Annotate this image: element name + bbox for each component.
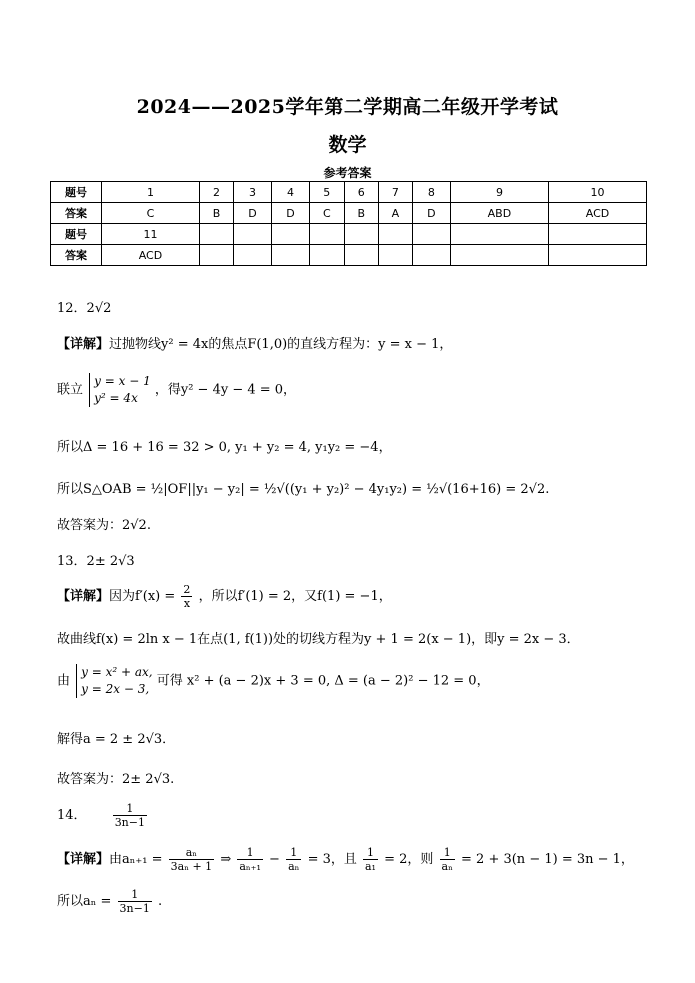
q13-text: ，所以f′(1) = 2，又f(1) = −1， bbox=[198, 589, 392, 604]
subject-title: 数学 bbox=[328, 134, 367, 156]
table-cell bbox=[309, 224, 344, 245]
q13-detail-line-3 bbox=[57, 664, 490, 698]
detail-tag: 【详解】 bbox=[57, 337, 110, 352]
q14-text: = 2 + 3(n − 1) = 3n − 1， bbox=[461, 852, 634, 867]
table-cell: 1 bbox=[102, 182, 200, 203]
table-cell bbox=[344, 224, 378, 245]
detail-tag: 【详解】 bbox=[57, 852, 110, 867]
table-cell bbox=[199, 224, 233, 245]
q13-text: 因为f′(x) = bbox=[109, 589, 176, 604]
q13-detail-line-1 bbox=[57, 583, 392, 610]
table-cell bbox=[412, 245, 450, 266]
table-cell: 7 bbox=[378, 182, 412, 203]
equation: y = 2x − 3, bbox=[81, 682, 150, 696]
q14-text: . bbox=[158, 894, 163, 909]
table-cell bbox=[549, 224, 647, 245]
table-cell bbox=[378, 245, 412, 266]
table-cell: 5 bbox=[309, 182, 344, 203]
table-cell bbox=[378, 224, 412, 245]
denominator: 3aₙ + 1 bbox=[170, 860, 213, 873]
table-cell: ACD bbox=[102, 245, 200, 266]
table-row bbox=[51, 203, 647, 224]
q14-text: = 2，则 bbox=[384, 852, 434, 867]
denominator: aₙ bbox=[441, 860, 453, 873]
fraction bbox=[363, 846, 378, 873]
table-cell: 4 bbox=[272, 182, 310, 203]
table-cell: 9 bbox=[450, 182, 548, 203]
numerator: 1 bbox=[118, 888, 152, 902]
q13-text: 由 bbox=[57, 673, 71, 689]
table-cell: C bbox=[309, 203, 344, 224]
numerator: aₙ bbox=[169, 846, 215, 860]
table-cell: 答案 bbox=[51, 203, 102, 224]
table-cell bbox=[272, 224, 310, 245]
q13-detail-line-4: 解得a = 2 ± 2√3． bbox=[57, 732, 176, 747]
numerator: 2 bbox=[183, 583, 191, 596]
numerator: 1 bbox=[440, 846, 455, 860]
q12-text: 过抛物线y² = 4x的焦点F(1,0)的直线方程为：y = x − 1， bbox=[109, 337, 453, 352]
q12-detail-line-1 bbox=[57, 333, 452, 352]
q13-detail-line-2: 故曲线f(x) = 2ln x − 1在点(1, f(1))处的切线方程为y + 1 = 2(x − 1)，即y = 2x − 3． bbox=[57, 632, 580, 647]
table-row bbox=[51, 182, 647, 203]
equation: y² = 4x bbox=[94, 391, 138, 405]
fraction bbox=[286, 846, 301, 873]
equation: y = x − 1 bbox=[94, 374, 151, 388]
question-number: 14． bbox=[57, 808, 87, 823]
table-cell: ACD bbox=[549, 203, 647, 224]
table-cell: B bbox=[344, 203, 378, 224]
fraction bbox=[237, 846, 263, 873]
fraction bbox=[113, 802, 147, 829]
answer-table bbox=[50, 181, 647, 266]
table-cell: D bbox=[272, 203, 310, 224]
table-cell: 10 bbox=[549, 182, 647, 203]
q13-detail-line-5: 故答案为：2± 2√3. bbox=[57, 772, 175, 787]
table-cell bbox=[199, 245, 233, 266]
table-cell: D bbox=[234, 203, 272, 224]
q14-text: − bbox=[269, 852, 280, 867]
denominator: x bbox=[183, 597, 191, 610]
q12-detail-line-2 bbox=[57, 373, 296, 407]
denominator: 3n−1 bbox=[119, 902, 150, 915]
fraction bbox=[169, 846, 215, 873]
answer-key-label: 参考答案 bbox=[323, 166, 372, 180]
table-cell: 8 bbox=[412, 182, 450, 203]
q14-detail-line-2 bbox=[57, 888, 162, 915]
table-cell: A bbox=[378, 203, 412, 224]
numerator: 1 bbox=[113, 802, 147, 816]
table-cell bbox=[412, 224, 450, 245]
table-cell: 2 bbox=[199, 182, 233, 203]
table-cell: 答案 bbox=[51, 245, 102, 266]
q14-answer bbox=[57, 802, 149, 829]
table-cell bbox=[234, 224, 272, 245]
table-cell bbox=[309, 245, 344, 266]
table-cell: 题号 bbox=[51, 182, 102, 203]
numerator: 1 bbox=[237, 846, 263, 860]
q12-text: 联立 bbox=[57, 382, 84, 398]
table-cell: B bbox=[199, 203, 233, 224]
fraction bbox=[118, 888, 152, 915]
table-cell: 6 bbox=[344, 182, 378, 203]
fraction bbox=[181, 583, 192, 610]
equation: y = x² + ax, bbox=[81, 665, 153, 679]
q13-text: 可得 x² + (a − 2)x + 3 = 0, Δ = (a − 2)² − 12 = 0， bbox=[156, 673, 490, 689]
q14-detail-line-1 bbox=[57, 846, 634, 873]
table-cell: ABD bbox=[450, 203, 548, 224]
numerator: 1 bbox=[286, 846, 301, 860]
table-cell bbox=[344, 245, 378, 266]
q12-detail-line-5: 故答案为：2√2. bbox=[57, 518, 151, 533]
q14-text: ⇒ bbox=[220, 852, 232, 867]
detail-tag: 【详解】 bbox=[57, 589, 110, 604]
denominator: aₙ₊₁ bbox=[239, 860, 261, 873]
denominator: a₁ bbox=[365, 860, 376, 873]
denominator: aₙ bbox=[288, 860, 300, 873]
q13-answer: 13．2± 2√3 bbox=[57, 554, 135, 569]
table-cell: 3 bbox=[234, 182, 272, 203]
table-cell bbox=[450, 245, 548, 266]
table-row bbox=[51, 245, 647, 266]
exam-title: 2024——2025学年第二学期高二年级开学考试 bbox=[136, 96, 559, 118]
table-cell: C bbox=[102, 203, 200, 224]
equation-system bbox=[76, 664, 152, 698]
fraction bbox=[440, 846, 455, 873]
table-cell bbox=[272, 245, 310, 266]
table-cell bbox=[234, 245, 272, 266]
table-cell: D bbox=[412, 203, 450, 224]
q12-text: ，得y² − 4y − 4 = 0， bbox=[154, 382, 297, 398]
table-cell: 题号 bbox=[51, 224, 102, 245]
table-cell: 11 bbox=[102, 224, 200, 245]
table-row bbox=[51, 224, 647, 245]
table-cell bbox=[549, 245, 647, 266]
numerator: 1 bbox=[363, 846, 378, 860]
q14-text: 所以aₙ = bbox=[57, 894, 112, 909]
q14-text: = 3，且 bbox=[307, 852, 357, 867]
q12-detail-line-3: 所以Δ = 16 + 16 = 32 > 0, y₁ + y₂ = 4, y₁y₂ = −4， bbox=[57, 440, 392, 455]
denominator: 3n−1 bbox=[114, 816, 145, 829]
q12-answer: 12．2√2 bbox=[57, 301, 112, 316]
equation-system bbox=[89, 373, 151, 407]
table-cell bbox=[450, 224, 548, 245]
q14-text: 由aₙ₊₁ = bbox=[109, 852, 163, 867]
q12-detail-line-4: 所以S△OAB = ½|OF||y₁ − y₂| = ½√((y₁ + y₂)² − 4y₁y₂) = ½√(16+16) = 2√2. bbox=[57, 482, 550, 497]
